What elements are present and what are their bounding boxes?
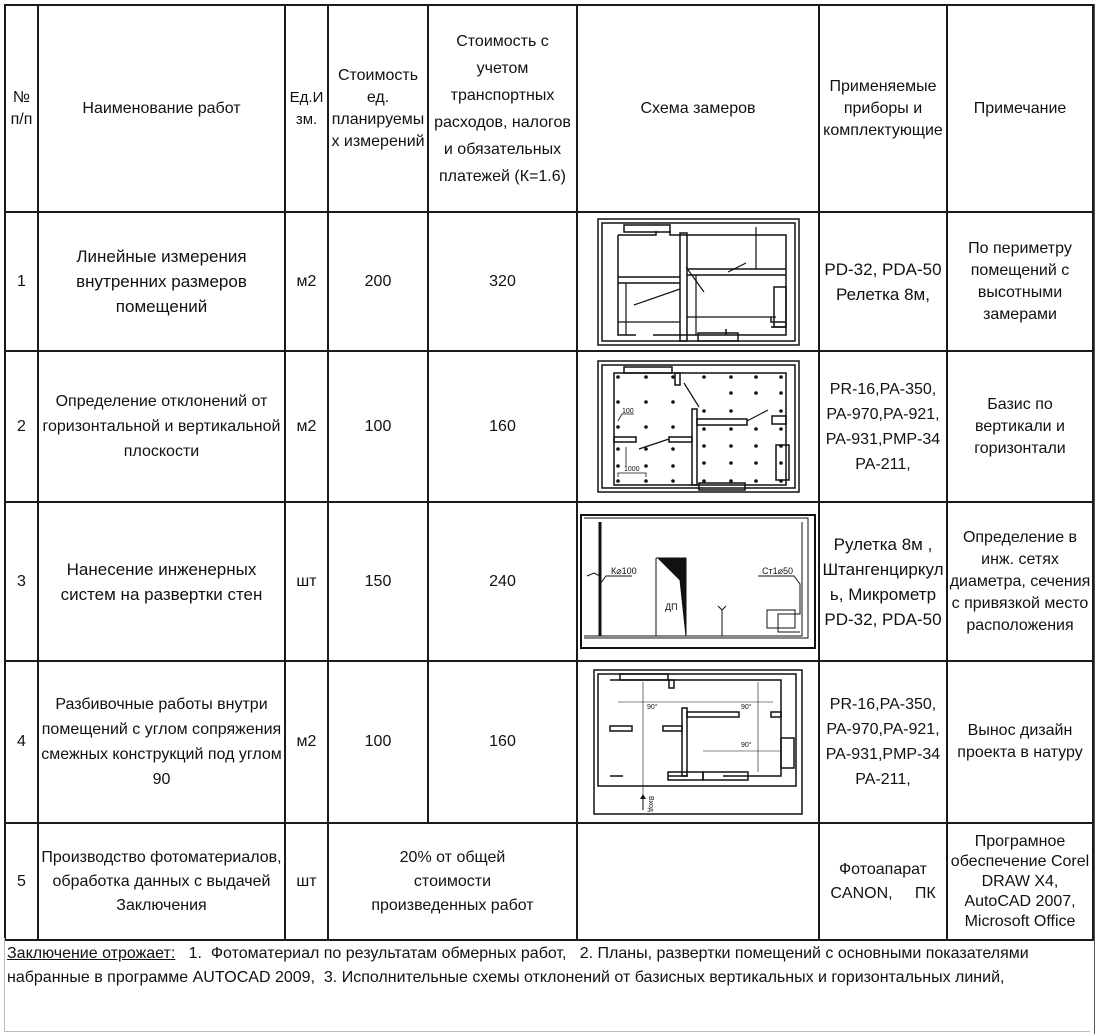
row-total-cost: 240 — [428, 502, 577, 661]
header-unit: Ед.Изм. — [285, 5, 328, 212]
row-name: Нанесение инженерных систем на развертки стен — [38, 502, 285, 661]
angle-label: 90° — [741, 704, 752, 711]
row-devices: PR-16,PA-350, PA-970,PA-921, PA-931,PMP-34 PA-211, — [819, 351, 947, 502]
conclusion-note — [4, 938, 1090, 1032]
conclusion-text: 1. Фотоматериал по результатам обмерных работ, 2. Планы, развертки помещений с основными показателями набранные в программе AUTOCAD 2009, 3. Исполнительные схемы отклонений от базисных вертикальных и горизонтальных линий, — [7, 945, 1043, 986]
row-name: Определение отклонений от горизонтальной и вертикальной плоскости — [38, 351, 285, 502]
row-devices: PR-16,PA-350, PA-970,PA-921, PA-931,PMP-34 PA-211, — [819, 661, 947, 823]
header-row — [5, 5, 1093, 212]
floor-plan-layout-drawing — [593, 668, 803, 816]
header-unit-cost: Стоимость ед. планируемых измерений — [328, 5, 428, 212]
table-row — [5, 351, 1093, 502]
row-note: Вынос дизайн проекта в натуру — [947, 661, 1093, 823]
row-unit: м2 — [285, 351, 328, 502]
row-devices: PD-32, PDA-50 Релетка 8м, — [819, 212, 947, 351]
row-scheme — [577, 661, 819, 823]
price-table — [4, 4, 1094, 941]
wall-elevation-drawing — [580, 514, 816, 649]
row-unit: м2 — [285, 212, 328, 351]
header-num: № п/п — [5, 5, 38, 212]
row-num: 5 — [5, 823, 38, 940]
door-label: ДП — [665, 602, 678, 612]
row-unit-cost: 150 — [328, 502, 428, 661]
row-total-cost: 320 — [428, 212, 577, 351]
row-note: По периметру помещений с высотными замерами — [947, 212, 1093, 351]
row-unit: м2 — [285, 661, 328, 823]
row-num: 4 — [5, 661, 38, 823]
row-unit-cost: 100 — [328, 351, 428, 502]
row-name: Разбивочные работы внутри помещений с углом сопряжения смежных конструкций под углом 90 — [38, 661, 285, 823]
angle-label: 90° — [647, 704, 658, 711]
conclusion-lead: Заключение отрожает: — [7, 945, 176, 962]
row-unit-cost: 100 — [328, 661, 428, 823]
dim-label: 100 — [621, 408, 634, 415]
row-devices: Рулетка 8м , Штангенциркуль, Микрометр PD-32, PDA-50 — [819, 502, 947, 661]
row-note: Определение в инж. сетях диаметра, сечения с привязкой место расположения — [947, 502, 1093, 661]
measure-points — [616, 375, 783, 483]
entrance-label: Вход — [647, 796, 654, 812]
outer-border-line — [1094, 4, 1095, 1034]
row-num: 3 — [5, 502, 38, 661]
table-row — [5, 502, 1093, 661]
header-name: Наименование работ — [38, 5, 285, 212]
pipe-label: Ст1⌀50 — [762, 566, 794, 576]
row-total-cost: 160 — [428, 661, 577, 823]
row-scheme-empty — [577, 823, 819, 940]
table-row — [5, 823, 1093, 940]
angle-label: 90° — [741, 742, 752, 749]
header-devices: Применяемые приборы и комплектующие — [819, 5, 947, 212]
row-name: Производство фотоматериалов, обработка данных с выдачей Заключения — [38, 823, 285, 940]
row-scheme — [577, 502, 819, 661]
row-num: 1 — [5, 212, 38, 351]
row-scheme — [577, 212, 819, 351]
table-row — [5, 661, 1093, 823]
pipe-label: К⌀100 — [611, 566, 637, 576]
dim-label: 1000 — [623, 466, 640, 473]
row-total-cost: 160 — [428, 351, 577, 502]
row-unit: шт — [285, 823, 328, 940]
row-num: 2 — [5, 351, 38, 502]
row-merged-cost: 20% от общей стоимости произведенных работ — [328, 823, 577, 940]
row-note: Програмное обеспечение Corel DRAW X4, AutoCAD 2007, Microsoft Office — [947, 823, 1093, 940]
row-scheme — [577, 351, 819, 502]
header-total-cost: Стоимость с учетом транспортных расходов, налогов и обязательных платежей (К=1.6) — [428, 5, 577, 212]
table-row — [5, 212, 1093, 351]
row-unit: шт — [285, 502, 328, 661]
floor-plan-deviation-drawing — [596, 359, 801, 494]
row-devices: Фотоапарат CANON, ПК — [819, 823, 947, 940]
row-unit-cost: 200 — [328, 212, 428, 351]
header-note: Примечание — [947, 5, 1093, 212]
floor-plan-linear-drawing — [596, 217, 801, 347]
row-name: Линейные измерения внутренних размеров помещений — [38, 212, 285, 351]
price-table-sheet — [4, 4, 1092, 941]
header-scheme: Схема замеров — [577, 5, 819, 212]
row-note: Базис по вертикали и горизонтали — [947, 351, 1093, 502]
